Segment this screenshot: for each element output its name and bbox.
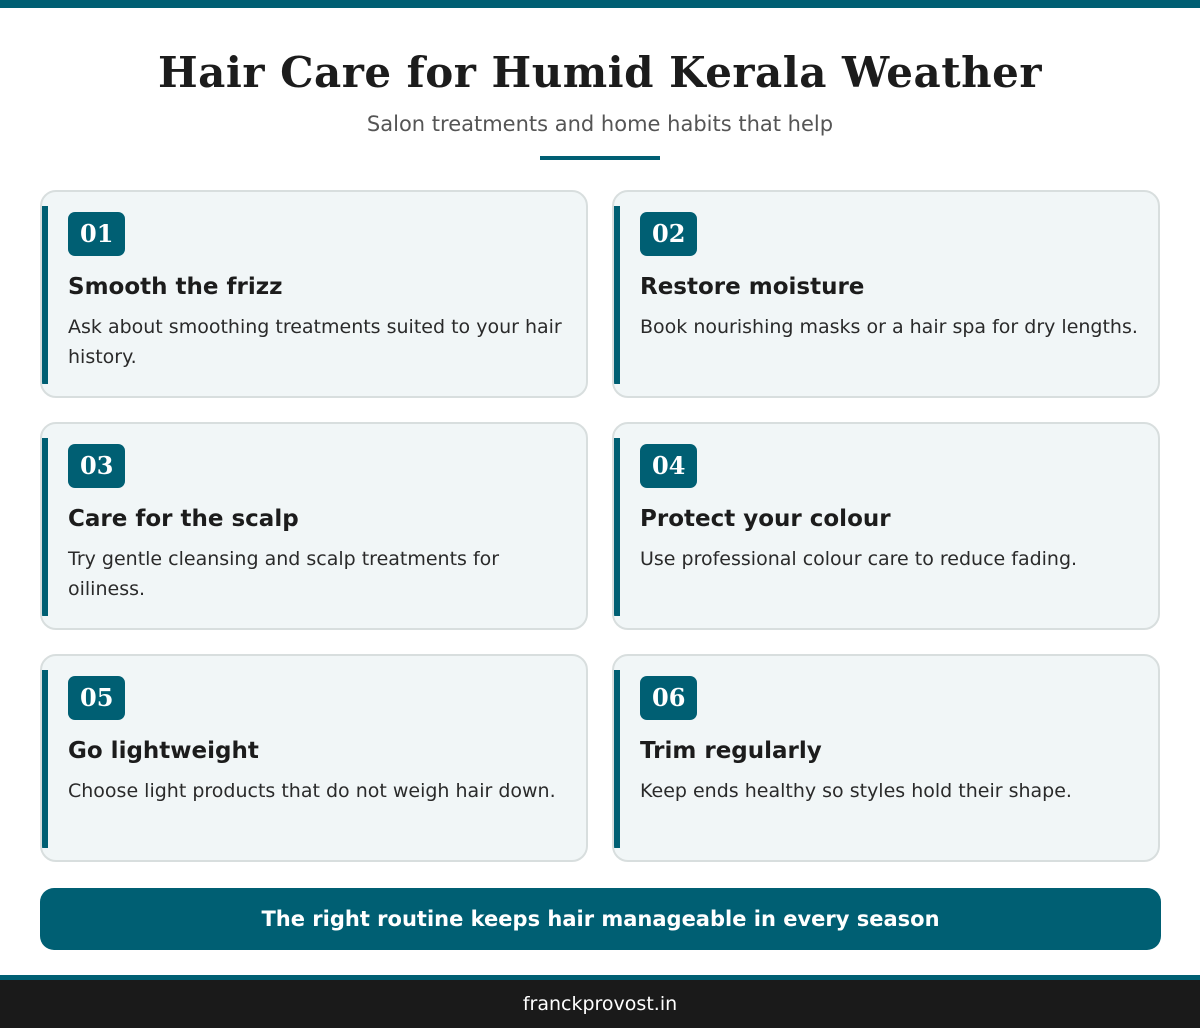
summary-banner: The right routine keeps hair manageable in every season bbox=[40, 888, 1161, 950]
card-title: Smooth the frizz bbox=[68, 274, 283, 300]
tip-card-5 bbox=[40, 654, 588, 862]
card-title: Go lightweight bbox=[68, 738, 259, 764]
card-accent-bar bbox=[42, 670, 48, 848]
card-number-badge: 02 bbox=[640, 212, 697, 256]
card-number-badge: 03 bbox=[68, 444, 125, 488]
card-description: Ask about smoothing treatments suited to your hair history. bbox=[68, 316, 562, 368]
footer bbox=[0, 980, 1200, 1028]
card-accent-bar bbox=[614, 670, 620, 848]
tip-card-6 bbox=[612, 654, 1160, 862]
card-number-badge: 05 bbox=[68, 676, 125, 720]
tip-card-1 bbox=[40, 190, 588, 398]
page-title: Hair Care for Humid Kerala Weather bbox=[157, 48, 1043, 97]
card-description: Try gentle cleansing and scalp treatments for oiliness. bbox=[68, 548, 500, 600]
card-title: Care for the scalp bbox=[68, 506, 299, 532]
tip-card-3 bbox=[40, 422, 588, 630]
card-description: Keep ends healthy so styles hold their shape. bbox=[640, 780, 1072, 802]
card-title: Protect your colour bbox=[640, 506, 891, 532]
card-number-badge: 01 bbox=[68, 212, 125, 256]
card-title: Trim regularly bbox=[640, 738, 822, 764]
top-accent-bar bbox=[0, 0, 1200, 8]
card-description: Book nourishing masks or a hair spa for dry lengths. bbox=[640, 316, 1138, 338]
card-accent-bar bbox=[614, 206, 620, 384]
card-title: Restore moisture bbox=[640, 274, 865, 300]
tip-card-2 bbox=[612, 190, 1160, 398]
footer-site-link[interactable]: franckprovost.in bbox=[522, 993, 678, 1015]
card-accent-bar bbox=[42, 438, 48, 616]
card-accent-bar bbox=[614, 438, 620, 616]
card-number-badge: 04 bbox=[640, 444, 697, 488]
tip-card-4 bbox=[612, 422, 1160, 630]
title-divider bbox=[540, 156, 660, 160]
card-accent-bar bbox=[42, 206, 48, 384]
card-number-badge: 06 bbox=[640, 676, 697, 720]
card-description: Use professional colour care to reduce fading. bbox=[640, 548, 1078, 570]
card-description: Choose light products that do not weigh hair down. bbox=[68, 780, 556, 802]
page-subtitle: Salon treatments and home habits that help bbox=[366, 112, 834, 136]
